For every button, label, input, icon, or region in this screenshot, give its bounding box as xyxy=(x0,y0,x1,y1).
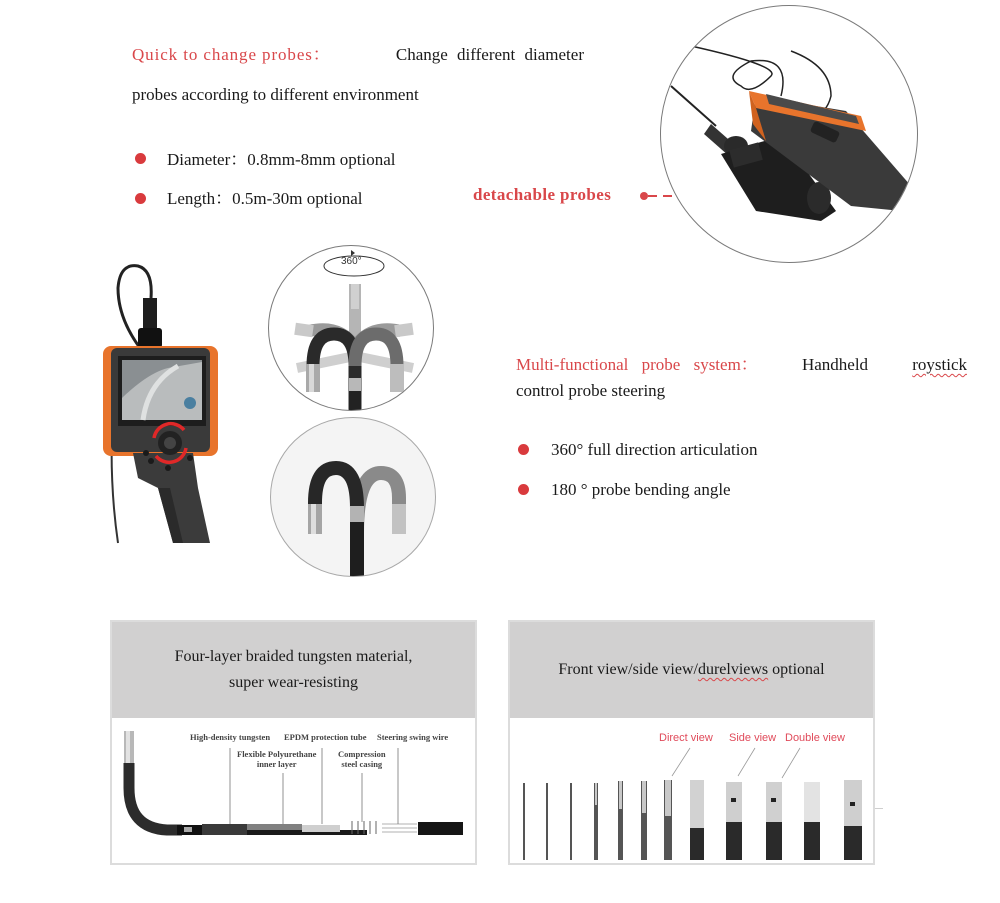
section2-line2: control probe steering xyxy=(516,381,666,400)
detachable-probes-callout: detachable probes xyxy=(473,185,612,204)
articulation-360-image xyxy=(268,245,434,411)
panel-title: Front view/side view/durelviews optional xyxy=(558,661,825,678)
probe-tips-illustration xyxy=(510,718,873,863)
section2-heading-rest-1: Handheld xyxy=(801,355,869,374)
view-options-panel xyxy=(508,620,875,865)
bullet-bending: 180 ° probe bending angle xyxy=(551,480,731,499)
bullet-icon xyxy=(518,484,529,495)
bullet-value: 0.8mm-8mm optional xyxy=(247,150,396,169)
bullet-articulation: 360° full direction articulation xyxy=(551,440,758,459)
probe-tips-diagram xyxy=(510,718,873,863)
probe-layers-diagram xyxy=(112,718,475,863)
bullet-icon xyxy=(518,444,529,455)
panel-header xyxy=(112,622,475,718)
bullet-diameter xyxy=(167,150,396,170)
bullet-length xyxy=(167,189,362,209)
probe-articulation-illustration xyxy=(269,246,434,411)
handheld-endoscope-illustration xyxy=(98,258,228,548)
bullet-icon xyxy=(135,193,146,204)
section1-heading-line xyxy=(132,45,584,65)
label-epdm-tube: EPDM protection tube xyxy=(284,732,367,742)
section2-heading: Multi-functional probe system： xyxy=(516,355,758,374)
bullet-value: 0.5m-30m optional xyxy=(232,189,363,208)
section1-line2: probes according to different environment xyxy=(132,85,419,104)
handheld-device-image xyxy=(98,258,228,548)
label-compression-casing: Compression steel casing xyxy=(338,749,386,769)
section2-heading-rest-2: roystick xyxy=(912,355,967,374)
label-double-view: Double view xyxy=(785,732,845,744)
label-high-density-tungsten: High-density tungsten xyxy=(190,732,271,742)
probe-bend-illustration xyxy=(271,418,436,577)
panel-header xyxy=(510,622,873,718)
tungsten-material-panel xyxy=(110,620,477,865)
panel-title-line2: super wear-resisting xyxy=(229,674,358,691)
bullet-label: Diameter： xyxy=(167,150,248,169)
section1-heading: Quick to change probes： xyxy=(132,45,331,64)
label-polyurethane: Flexible Polyurethane inner layer xyxy=(237,749,317,769)
label-side-view: Side view xyxy=(729,732,777,744)
divider-tick xyxy=(875,808,883,809)
label-direct-view: Direct view xyxy=(659,732,713,744)
bullet-label: Length： xyxy=(167,189,233,208)
rotation-360-label: 360° xyxy=(341,256,362,267)
section2-heading-line xyxy=(516,355,967,375)
panel-title-line1: Four-layer braided tungsten material, xyxy=(174,648,413,665)
detachable-device-image xyxy=(660,5,918,263)
device-angled-illustration xyxy=(661,6,918,263)
label-steering-wire: Steering swing wire xyxy=(377,732,449,742)
bending-180-image xyxy=(270,417,436,577)
section1-heading-rest: Change different diameter xyxy=(395,45,584,64)
bullet-icon xyxy=(135,153,146,164)
